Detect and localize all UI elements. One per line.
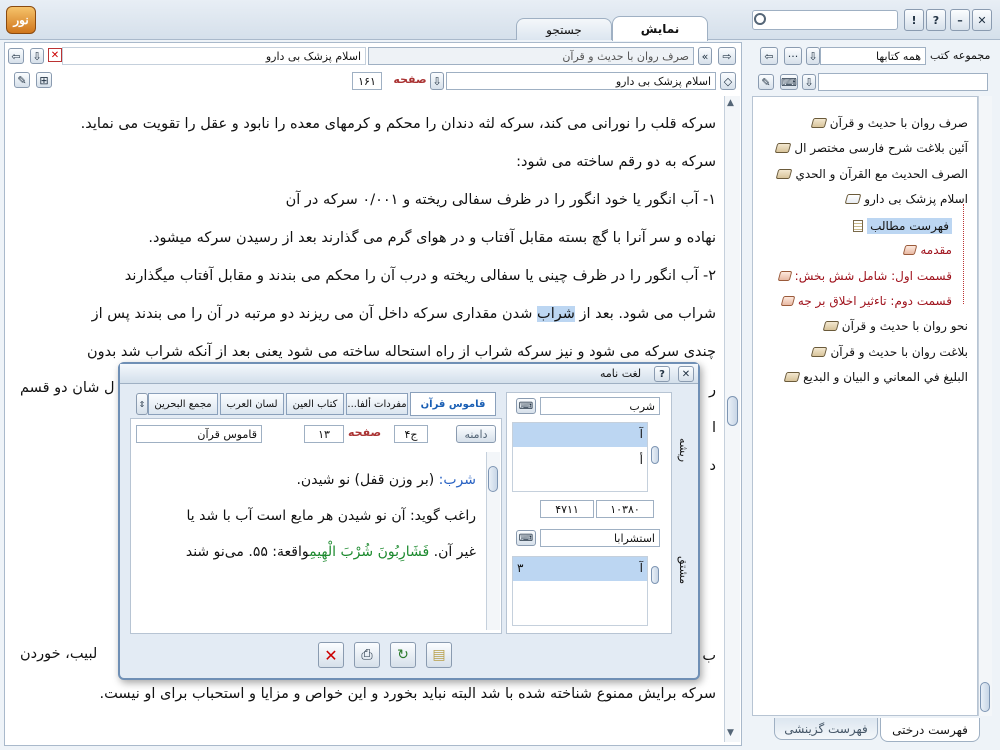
open-book-icon [845, 194, 862, 204]
word-input[interactable]: شرب [540, 397, 660, 415]
book-icon [775, 143, 792, 153]
book-icon [784, 372, 801, 382]
paragraph: ا [711, 420, 716, 436]
entry-line: واقعة: ۵۵. می‌نو شند [185, 544, 310, 560]
minimize-button[interactable]: – [950, 9, 970, 31]
book-tab-title[interactable]: اسلام پزشک بی دارو [62, 47, 366, 65]
tree-item-book[interactable]: صرف روان با حدیث و قرآن [812, 116, 968, 130]
dict-tab-lisan[interactable]: لسان العرب [220, 393, 284, 415]
book-icon [822, 321, 839, 331]
dict-page-label: صفحه [348, 426, 382, 439]
tab-selected-index[interactable]: فهرست گزینشی [774, 718, 878, 740]
settings-icon[interactable]: ⊞ [36, 72, 52, 88]
quran-verse[interactable]: فَشَارِبُونَ شُرْبَ الْهِيمِ [309, 544, 430, 560]
library-select-arrow[interactable]: ⇩ [806, 47, 820, 65]
dialog-title: لغت نامه [600, 367, 642, 380]
chapter-icon [781, 296, 796, 306]
page-down-button[interactable]: ⇩ [430, 72, 444, 90]
entry-word: شرب: [438, 472, 476, 488]
book-icon [810, 118, 827, 128]
close-tab-icon[interactable]: ✕ [48, 48, 62, 62]
tree-item-part1[interactable]: قسمت اول: شامل شش بخش: [779, 269, 952, 283]
scroll-down-arrow[interactable]: ▼ [727, 728, 734, 738]
library-label: مجموعه کتب [930, 49, 991, 62]
list-icon [853, 220, 863, 232]
tab-tree-index[interactable]: فهرست درختی [880, 718, 980, 742]
paragraph: سرکه به دو رقم ساخته می شود: [516, 154, 716, 170]
history-button[interactable]: « [698, 47, 712, 65]
vertical-label-root: ریشه [677, 437, 690, 463]
paragraph: نهاده و سر آنرا با گچ بسته مقابل آفتاب و در هوای گرم می گذارند بعد از رسیدن سرکه میشود. [148, 230, 716, 246]
count-a: ۱۰۳۸۰ [596, 500, 654, 518]
forward-button[interactable]: ⇨ [718, 47, 736, 65]
derived-list-scroll-thumb[interactable] [651, 566, 659, 584]
scope-button[interactable]: دامنه [456, 425, 496, 443]
library-tree [752, 96, 978, 716]
paragraph: ر [708, 382, 716, 398]
down-arrow-button[interactable]: ⇩ [30, 48, 44, 64]
tree-item-contents[interactable]: فهرست مطالب [853, 218, 952, 234]
prev-page-button[interactable]: ⇦ [8, 48, 24, 64]
chapter-icon [777, 271, 792, 281]
highlighted-word[interactable]: شراب [537, 306, 575, 322]
book-icon [811, 347, 828, 357]
dict-tabs-scroll[interactable]: ⇕ [136, 393, 148, 415]
app-logo[interactable]: نور [6, 6, 36, 34]
dict-entry [136, 462, 476, 622]
tab-search[interactable]: جستجو [516, 18, 612, 40]
text-fragment: لبیب، خوردن [20, 646, 98, 662]
library-select[interactable]: همه کتابها [820, 47, 926, 65]
dict-tab-majma[interactable]: مجمع البحرين [148, 393, 218, 415]
keyboard-icon-2[interactable]: ⌨ [516, 530, 536, 546]
paragraph-with-highlight [20, 304, 716, 324]
book-select[interactable]: اسلام پزشک بی دارو [446, 72, 716, 90]
count-b: ۴۷۱۱ [540, 500, 594, 518]
page-number-input[interactable]: ۱۶۱ [352, 72, 382, 90]
paragraph: ۱- آب انگور یا خود انگور را در ظرف سفالی ریخته و ۰/۰۰۱ سرکه در آن [285, 192, 716, 208]
derived-input[interactable]: استشرابا [540, 529, 660, 547]
library-back-button[interactable]: ⇦ [760, 47, 778, 65]
more-button[interactable]: ··· [784, 47, 802, 65]
para-start: شراب می شود. بعد از [579, 306, 716, 322]
list-item[interactable]: أ [639, 453, 643, 467]
paragraph: سرکه برایش ممنوع شناخته شده با شد البته نباید بخورد و این خواص و مزایا و استحباب برای او نیست. [99, 686, 716, 702]
help-button[interactable]: ? [926, 9, 946, 31]
dict-tab-mufradat[interactable]: مفردات ألفا... [346, 393, 408, 415]
tree-item-part2[interactable]: قسمت دوم: تاءثير اخلاق بر جه [782, 294, 952, 308]
volume-field[interactable]: ج۴ [394, 425, 428, 443]
list-item[interactable]: آ ۳ [513, 557, 647, 581]
entry-line: راغب گوید: آن نو شیدن هر مایع است آب با شد یا [186, 508, 476, 524]
library-filter-input[interactable] [818, 73, 988, 91]
library-scroll-thumb[interactable] [980, 682, 990, 712]
close-button[interactable]: ✕ [972, 9, 992, 31]
chapter-icon [903, 245, 918, 255]
entry-line: غیر آن. [433, 544, 476, 560]
alert-button[interactable]: ! [904, 9, 924, 31]
scroll-up-arrow[interactable]: ▲ [727, 98, 734, 108]
current-dict-field: قاموس قرآن [136, 425, 262, 443]
book-icon [776, 169, 793, 179]
tree-item-book[interactable]: آئین بلاغت شرح فارسی مختصر ال [776, 141, 968, 155]
dialog-help-button[interactable]: ? [654, 366, 670, 382]
copy-button[interactable]: ▤ [426, 642, 452, 668]
document-scroll-thumb[interactable] [727, 396, 738, 426]
tab-display[interactable]: نمایش [612, 16, 708, 41]
dict-page-field[interactable]: ۱۳ [304, 425, 344, 443]
global-search-input[interactable] [752, 10, 898, 30]
tree-item-book[interactable]: البليغ في المعاني و البيان و البديع [785, 370, 968, 384]
tree-connector [956, 204, 964, 304]
library-filter-arrow[interactable]: ⇩ [802, 74, 816, 90]
dict-tab-qamus[interactable]: قاموس قرآن [410, 392, 496, 416]
tree-item-book[interactable]: الصرف الحديث مع القرآن و الحدي [777, 167, 968, 181]
tree-item-open-book[interactable]: اسلام پزشک بی دارو [846, 192, 968, 206]
tree-item-intro[interactable]: مقدمه [904, 243, 952, 257]
tag-icon[interactable]: ◇ [720, 72, 736, 90]
root-list-scroll-thumb[interactable] [651, 446, 659, 464]
refresh-button[interactable]: ↻ [390, 642, 416, 668]
paragraph: سرکه قلب را نورانی می کند، سرکه لثه دندان را محکم و کرمهای معده را نابود و عقل را تقویت می نماید. [80, 116, 716, 132]
vertical-label-derived: مشتق [677, 555, 690, 585]
keyboard-icon[interactable]: ⌨ [516, 398, 536, 414]
tree-item-book[interactable]: نحو روان با حدیث و قرآن [824, 319, 968, 333]
entry-scroll-thumb[interactable] [488, 466, 498, 492]
breadcrumb-book[interactable]: صرف روان با حدیث و قرآن [368, 47, 694, 65]
dialog-close-button[interactable]: ✕ [678, 366, 694, 382]
delete-button[interactable]: ✕ [318, 642, 344, 668]
paragraph: د [709, 458, 716, 474]
search-icon[interactable] [754, 13, 766, 25]
para-end: شدن مقداری سرکه داخل آن می ریزند دو مرتبه در آن را می بندند پس از [91, 306, 533, 322]
print-button[interactable]: ⎙ [354, 642, 380, 668]
tree-item-book[interactable]: بلاغت روان با حدیث و قرآن [812, 345, 968, 359]
entry-line: (بر وزن قفل) نو شیدن. [296, 472, 435, 488]
paragraph: ۲- آب انگور را در ظرف چینی یا سفالی ریخته و درب آن را محکم می بندند و مقابل آفتاب میگذارند [124, 268, 716, 284]
keyboard-icon[interactable]: ⌨ [781, 75, 797, 89]
paragraph: چندی سرکه می شود و نیز سرکه شراب از راه استحاله ساخته می شود یعنی بعد از آنکه شراب شد بدون [86, 344, 716, 360]
library-tools-icon[interactable]: ✎ [758, 74, 774, 90]
tools-icon[interactable]: ✎ [14, 72, 30, 88]
page-label: صفحه [393, 73, 427, 86]
paragraph: ب [702, 648, 716, 664]
library-scrollbar[interactable] [978, 96, 992, 716]
list-item[interactable]: آ [513, 423, 647, 447]
dict-tab-ayn[interactable]: کتاب العین [286, 393, 344, 415]
text-fragment: ل شان دو قسم [20, 380, 115, 396]
